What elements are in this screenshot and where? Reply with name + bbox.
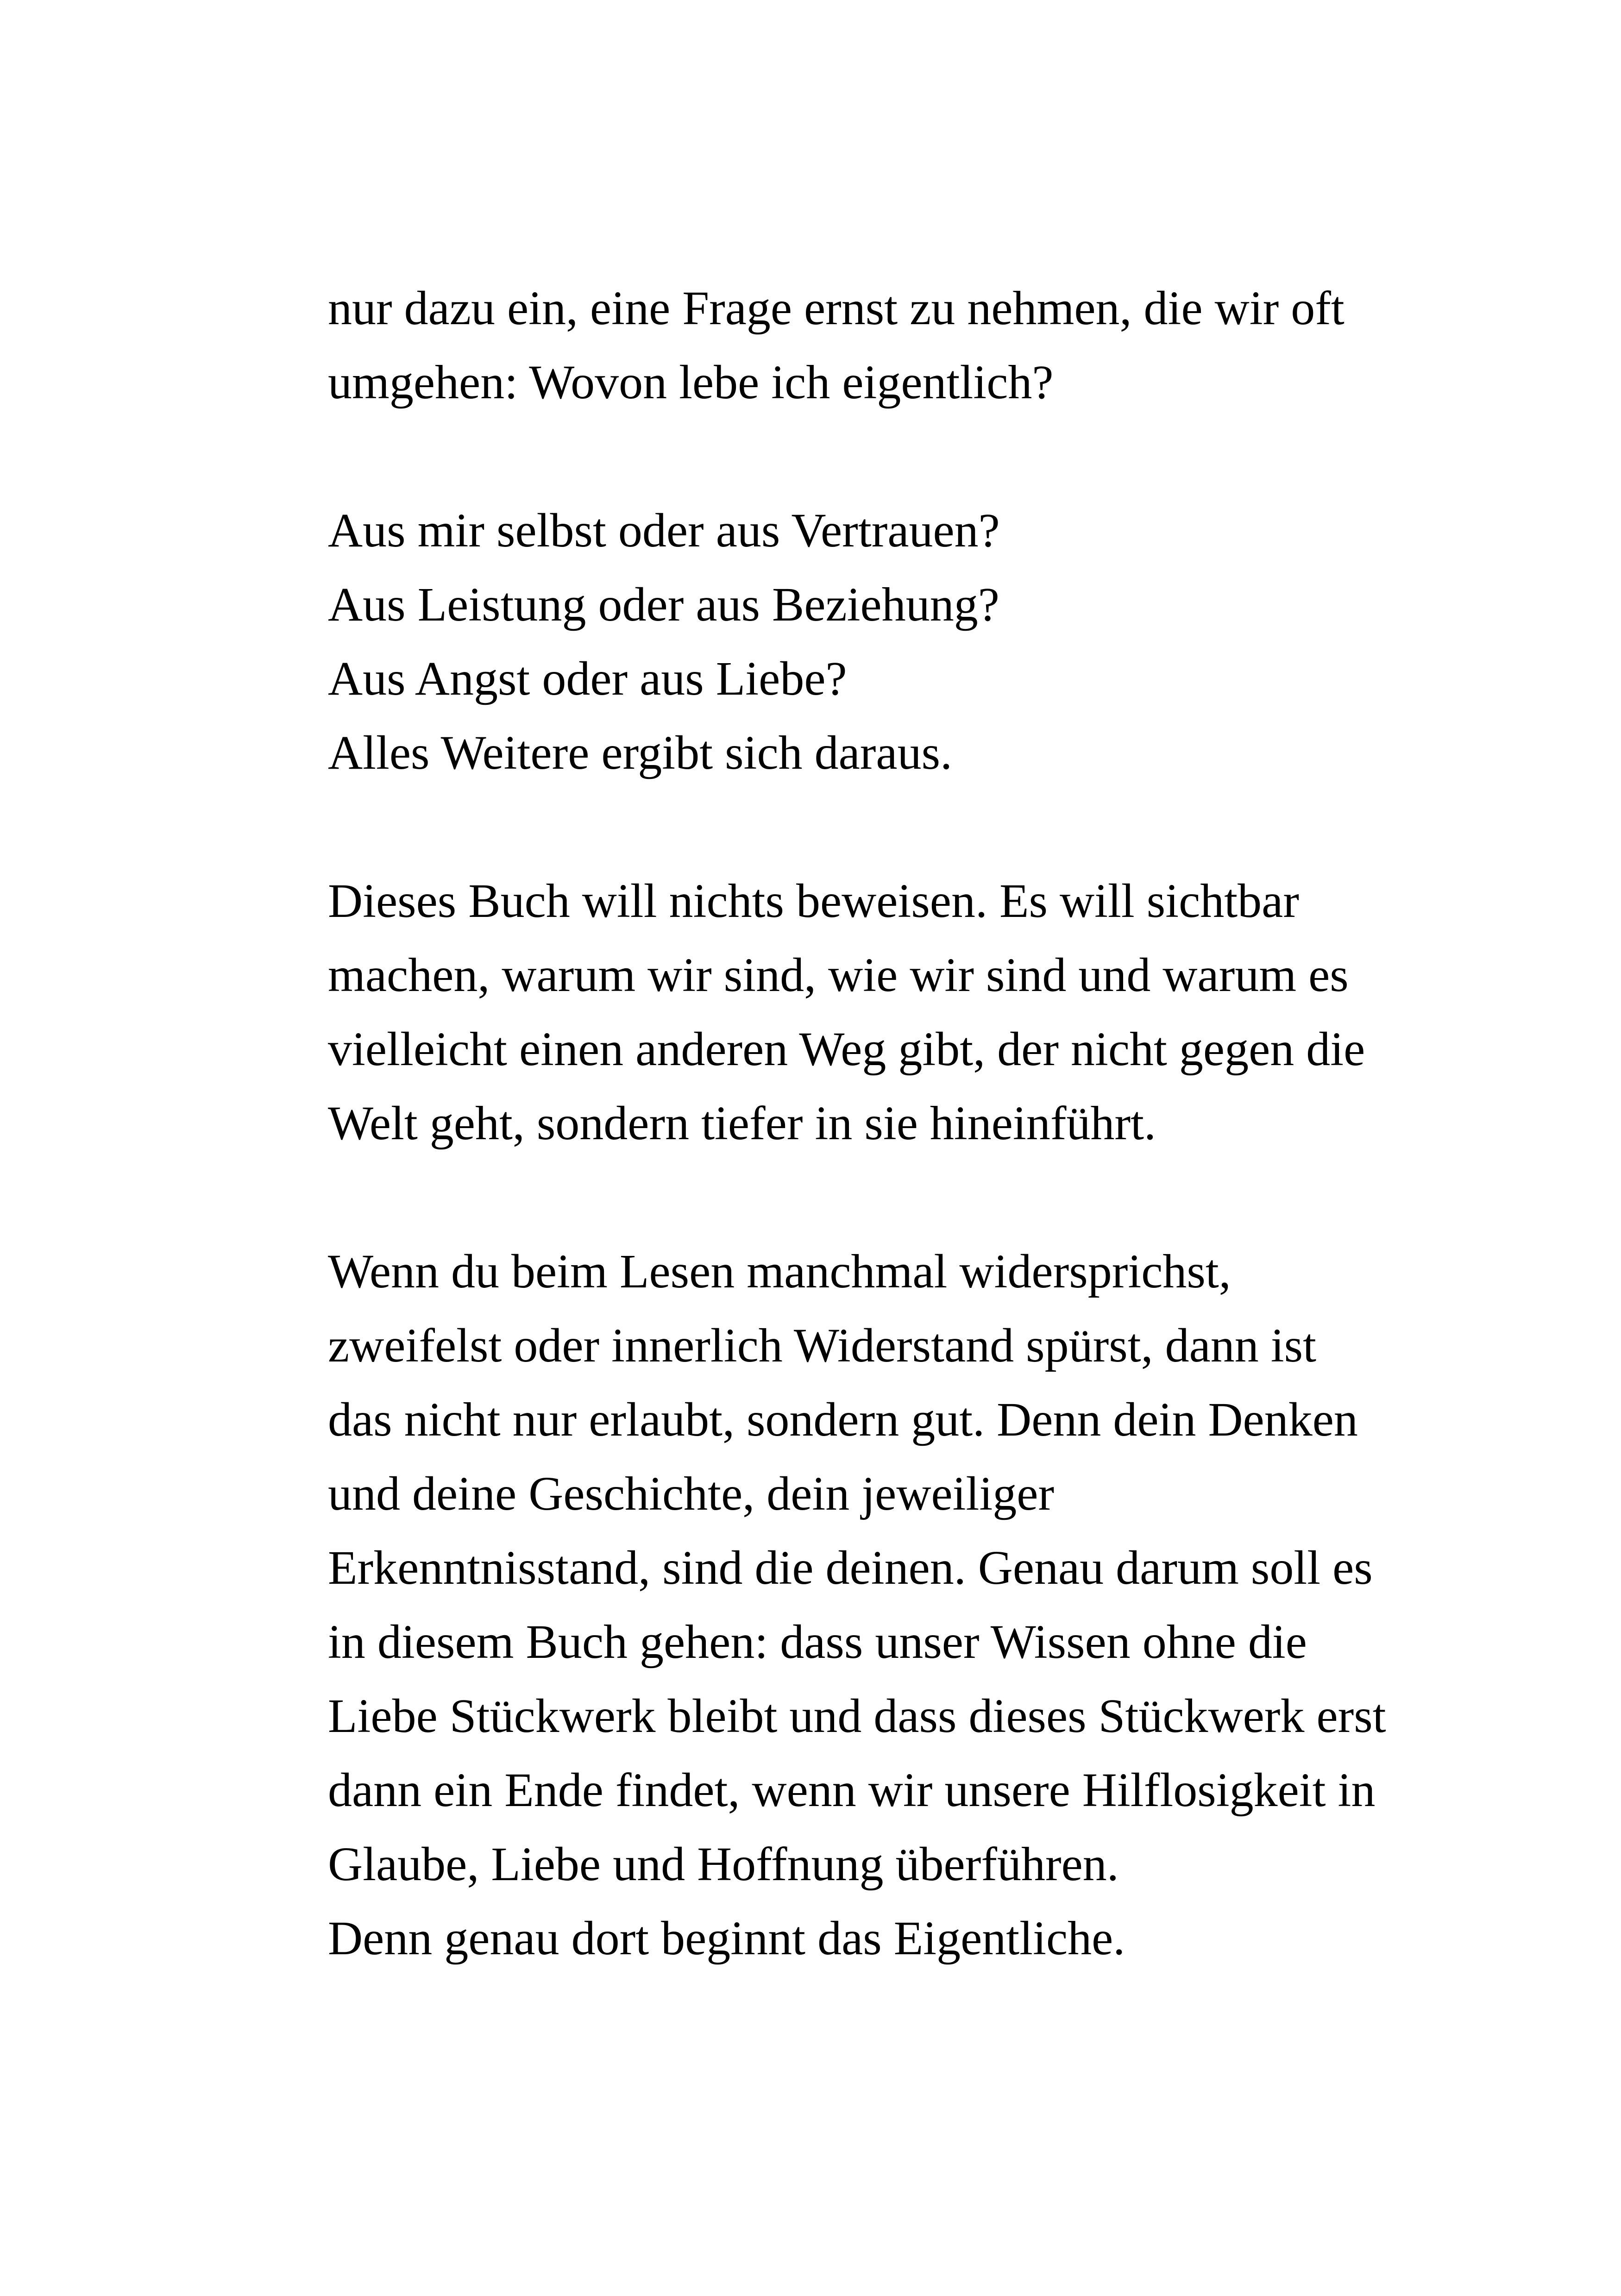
text-line: umgehen: Wovon lebe ich eigentlich?: [328, 356, 1054, 409]
paragraph-gap: [328, 420, 1393, 494]
text-line: Erkenntnisstand, sind die deinen. Genau darum soll es: [328, 1541, 1373, 1594]
text-line: vielleicht einen anderen Weg gibt, der nicht gegen die: [328, 1023, 1365, 1076]
text-line: in diesem Buch gehen: dass unser Wissen ohne die: [328, 1615, 1307, 1669]
text-line: das nicht nur erlaubt, sondern gut. Denn dein Denken: [328, 1393, 1358, 1446]
text-line: nur dazu ein, eine Frage ernst zu nehmen, die wir oft: [328, 282, 1345, 335]
paragraph: [328, 864, 1393, 1161]
text-line: und deine Geschichte, dein jeweiliger: [328, 1467, 1055, 1520]
paragraph-gap: [328, 790, 1393, 864]
text-line: Denn genau dort beginnt das Eigentliche.: [328, 1912, 1125, 1965]
text-line: Welt geht, sondern tiefer in sie hineinführt.: [328, 1097, 1156, 1150]
text-line: Alles Weitere ergibt sich daraus.: [328, 726, 953, 779]
text-line: zweifelst oder innerlich Widerstand spürst, dann ist: [328, 1319, 1317, 1372]
text-line: Aus mir selbst oder aus Vertrauen?: [328, 504, 1000, 557]
text-line: Dieses Buch will nichts beweisen. Es will sichtbar: [328, 874, 1299, 928]
text-line: Aus Leistung oder aus Beziehung?: [328, 578, 999, 631]
paragraph-gap: [328, 1161, 1393, 1235]
paragraph: [328, 1235, 1393, 1976]
text-line: Glaube, Liebe und Hoffnung überführen.: [328, 1838, 1119, 1891]
paragraph: [328, 494, 1393, 790]
text-line: Wenn du beim Lesen manchmal widersprichst,: [328, 1245, 1231, 1298]
text-line: machen, warum wir sind, wie wir sind und warum es: [328, 948, 1349, 1002]
text-line: Liebe Stückwerk bleibt und dass dieses Stückwerk erst: [328, 1689, 1386, 1743]
text-line: Aus Angst oder aus Liebe?: [328, 652, 847, 705]
paragraph: [328, 271, 1393, 420]
body-text: [328, 271, 1393, 1976]
text-line: dann ein Ende findet, wenn wir unsere Hilflosigkeit in: [328, 1763, 1376, 1817]
